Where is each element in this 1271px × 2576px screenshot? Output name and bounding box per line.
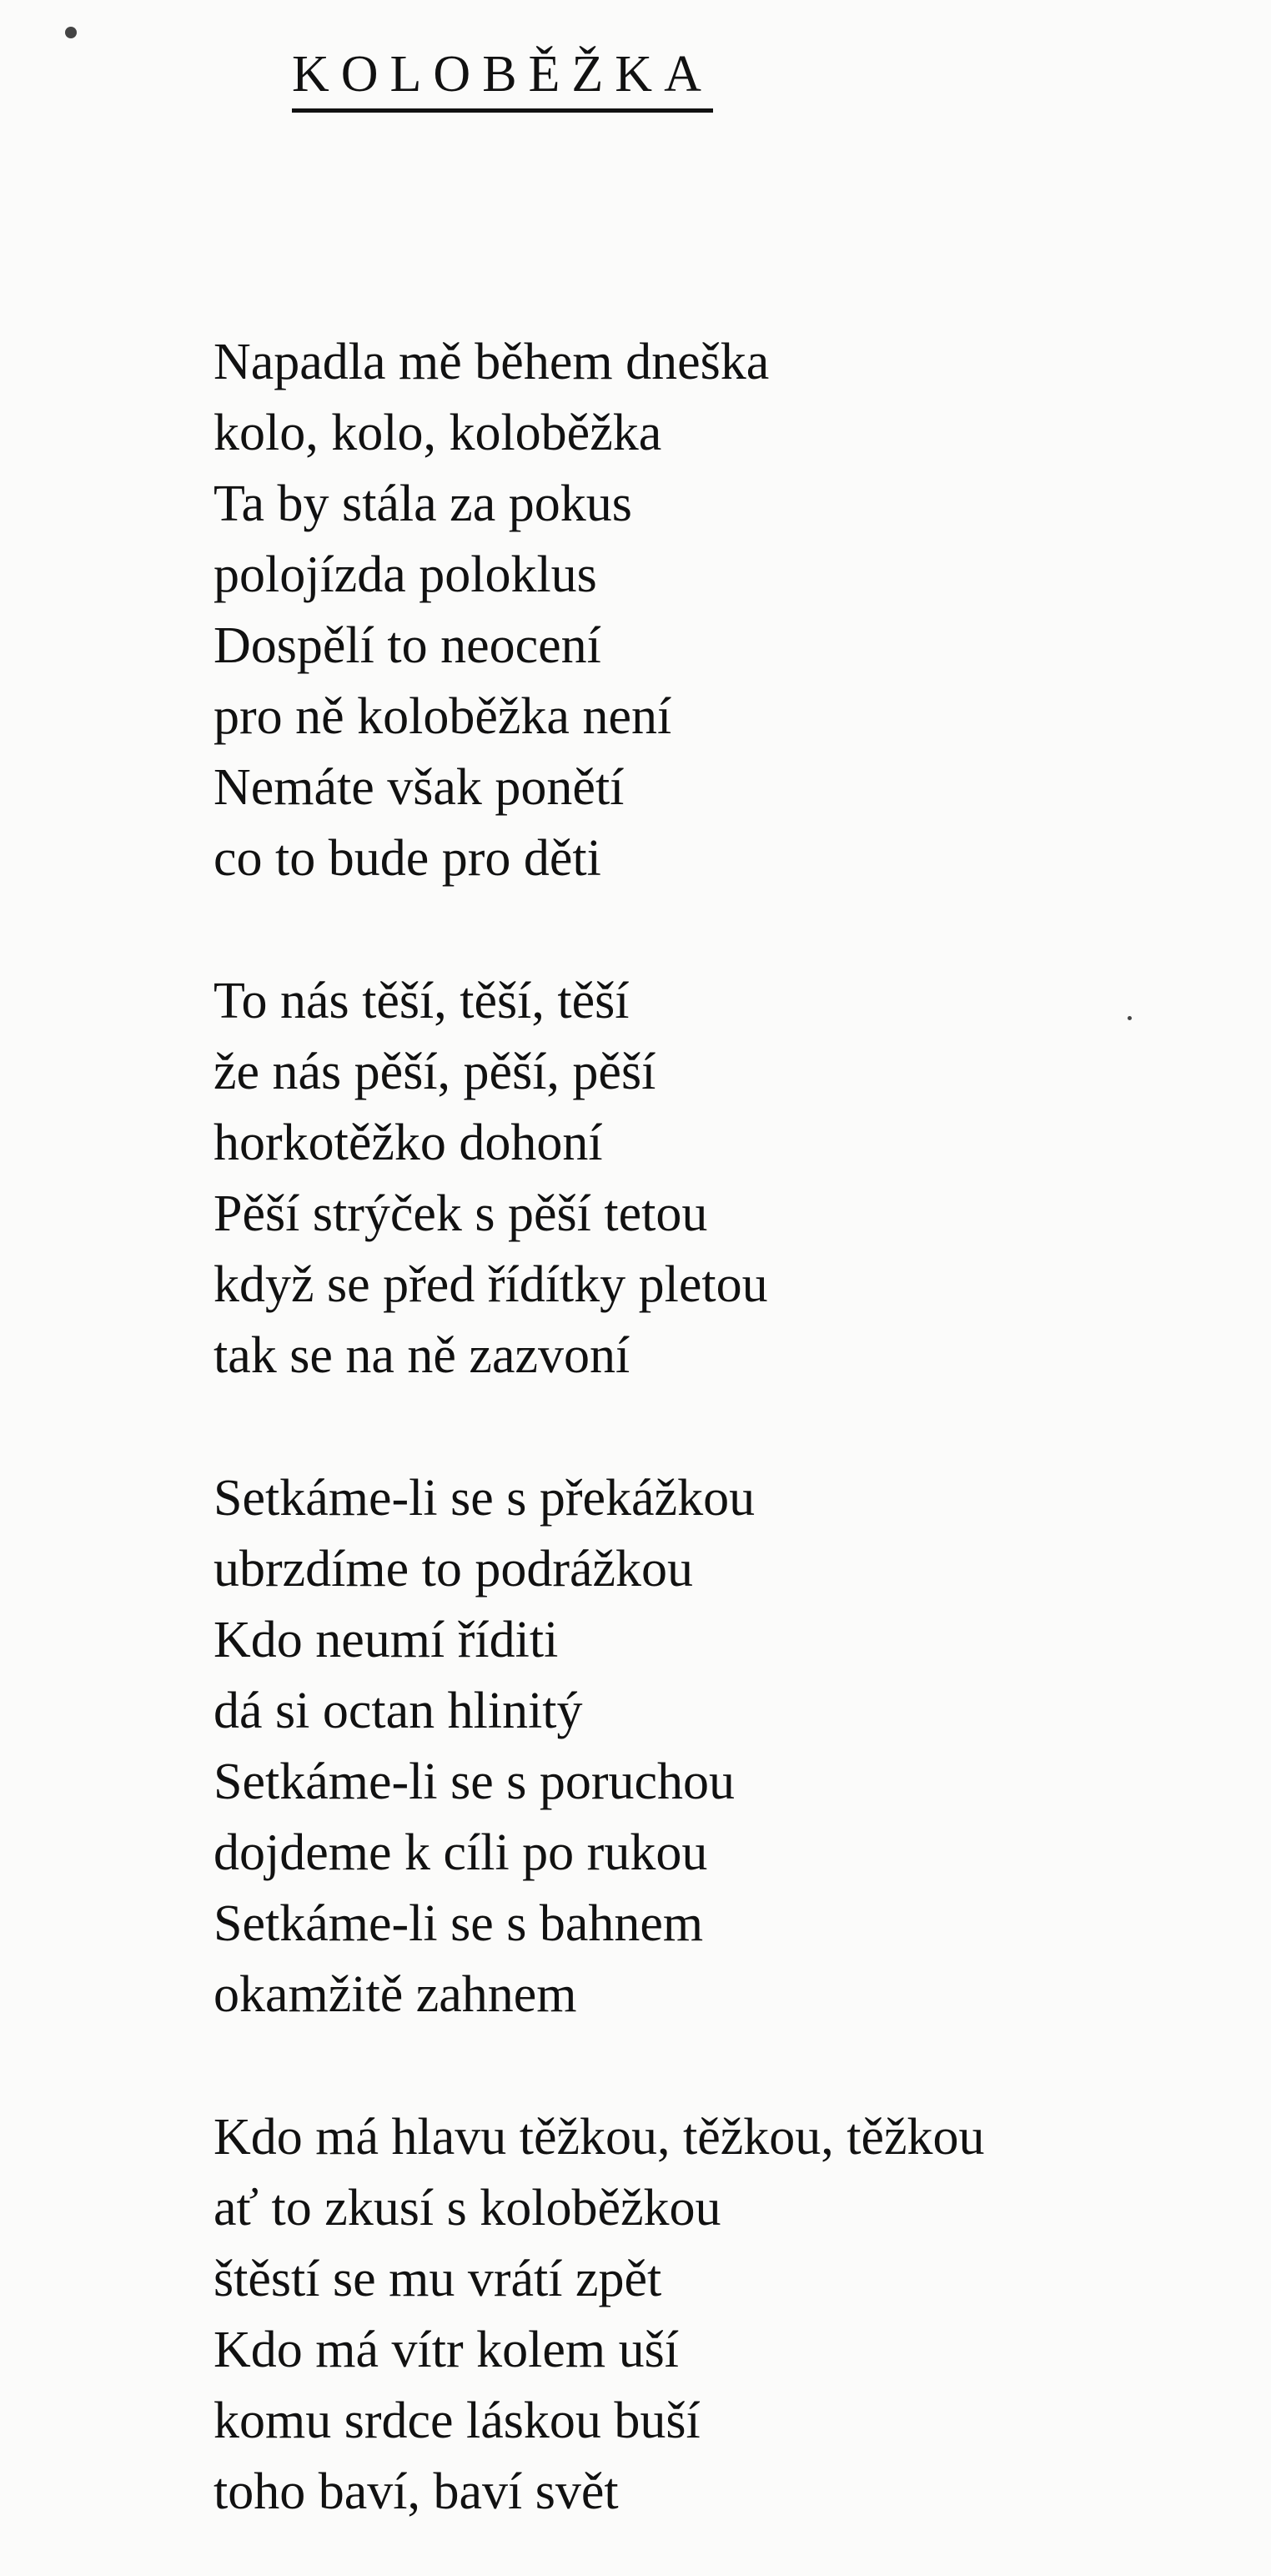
poem-title: KOLOBĚŽKA	[292, 48, 713, 113]
poem-line: Dospělí to neocení	[214, 617, 601, 674]
stanza-4	[214, 2102, 1214, 2528]
poem-line: co to bude pro děti	[214, 830, 601, 887]
poem-line: když se před řídítky pletou	[214, 1256, 768, 1313]
poem-line: toho baví, baví svět	[214, 2463, 619, 2520]
poem-line: štěstí se mu vrátí zpět	[214, 2251, 662, 2307]
poem-line: To nás těší, těší, těší	[214, 973, 630, 1029]
stanza-1	[214, 327, 1214, 894]
poem-line: ať to zkusí s koloběžkou	[214, 2180, 721, 2236]
poem-line: okamžitě zahnem	[214, 1966, 577, 2023]
poem-line: dá si octan hlinitý	[214, 1683, 583, 1739]
poem-line: Kdo má hlavu těžkou, těžkou, těžkou	[214, 2109, 985, 2166]
poem-line: horkotěžko dohoní	[214, 1114, 603, 1171]
stanza-2	[214, 966, 1214, 1391]
poem-line: Napadla mě během dneška	[214, 334, 770, 390]
poem-line: Setkáme-li se s bahnem	[214, 1895, 704, 1952]
poem-line: kolo, kolo, koloběžka	[214, 405, 662, 461]
ink-speck	[65, 27, 77, 38]
stanza-3	[214, 1463, 1214, 2030]
poem-line: Kdo neumí říditi	[214, 1612, 559, 1668]
poem-body	[214, 327, 1214, 2528]
poem-line: pro ně koloběžka není	[214, 688, 672, 745]
poem-line: dojdeme k cíli po rukou	[214, 1824, 708, 1881]
poem-line: Kdo má vítr kolem uší	[214, 2322, 679, 2378]
poem-line: polojízda poloklus	[214, 546, 597, 603]
poem-line: komu srdce láskou buší	[214, 2392, 701, 2449]
poem-line: ubrzdíme to podrážkou	[214, 1541, 694, 1597]
poem-line: Pěší strýček s pěší tetou	[214, 1185, 708, 1242]
poem-line: Setkáme-li se s poruchou	[214, 1753, 736, 1810]
poem-line: tak se na ně zazvoní	[214, 1327, 630, 1384]
poem-line: Setkáme-li se s překážkou	[214, 1470, 756, 1527]
poem-line: že nás pěší, pěší, pěší	[214, 1044, 656, 1100]
poem-line: Ta by stála za pokus	[214, 475, 632, 532]
poem-line: Nemáte však ponětí	[214, 759, 625, 816]
